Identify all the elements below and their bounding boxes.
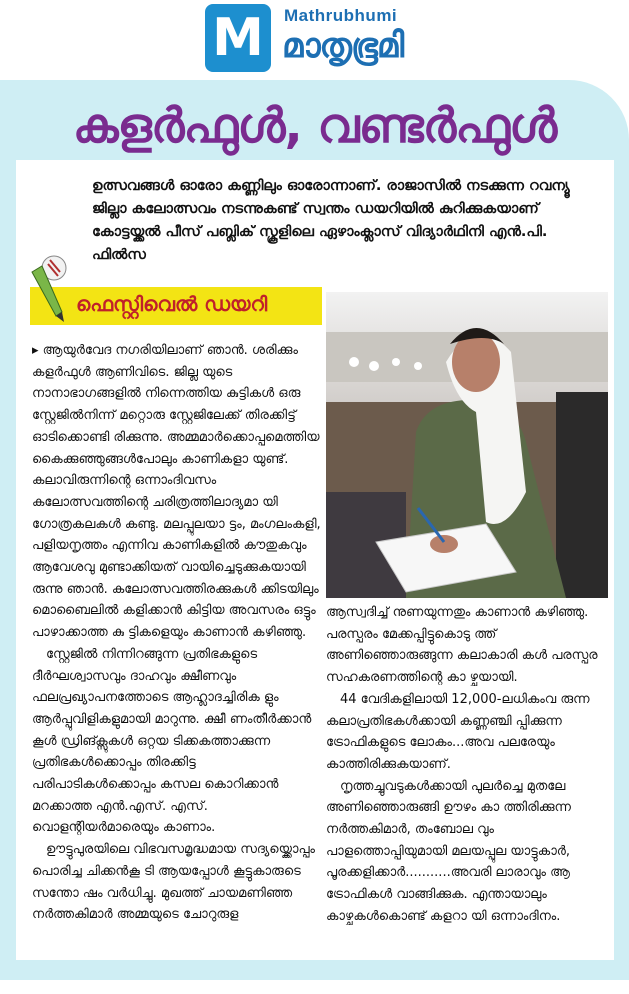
paragraph: 44 വേദികളിലായി 12,000-ലധികംവ രുന്ന കലാപ്രതിഭകൾക്കായി കണ്ണഞ്ചി പ്പിക്കുന്ന ട്രോഫികളുടെ ലോകം...അവ പലരേയും കാത്തിരിക്കുകയാണ്. <box>326 691 590 772</box>
article-column-right <box>326 602 608 928</box>
paragraph: ആസ്വദിച്ച് നുണയുന്നതും കാണാൻ കഴിഞ്ഞു. പരസ്പരം മേക്കപ്പിട്ടുകൊടു ത്ത് അണിഞ്ഞൊരുങ്ങുന്ന കലാകാരി കൾ പരസ്പര സഹകരണത്തിന്റെ കാ ഴ്ചയായി. <box>326 605 598 686</box>
brand-name-malayalam: മാതൃഭൂമി <box>282 26 404 66</box>
mathrubhumi-logo-icon: M <box>205 4 271 72</box>
article-column-left <box>32 340 322 926</box>
pen-nib-icon <box>28 252 68 322</box>
paragraph: സ്റ്റേജിൽ നിന്നിറങ്ങുന്ന പ്രതിഭകളുടെ ദീർഘശ്വാസവും ദാഹവും ക്ഷീണവും ഫലപ്രഖ്യാപനത്തോടെ ആഹ്ലാദച്ചിരിക ളും ആർപ്പുവിളികളുമായി മാറുന്നു. ക്ഷീ ണംതീർക്കാൻ കൂൾ ഡ്രിങ്ക്സുകൾ ഒറ്റയ ടിക്കകത്താക്കുന്ന പ്രതിഭകൾക്കൊപ്പം തിരക്കിട്ട പരിപാടികൾക്കൊപ്പം കസല കൊറിക്കാൻ മറക്കാത്ത എൻ.എസ്. എസ്. വൊളന്റിയർമാരെയും കാണാം. <box>32 646 312 836</box>
paragraph: ഊട്ടുപുരയിലെ വിഭവസമൃദ്ധമായ സദ്യയ്ക്കൊപ്പം പൊരിച്ച ചിക്കൻകൂ ടി ആയപ്പോൾ കൂട്ടുകാരുടെ സന്തോ ഷം വർധിച്ചു. മുഖത്ത് ചായമണിഞ്ഞ നർത്തകിമാർ അമ്മയുടെ ചോറുരുള <box>32 842 316 923</box>
brand-name-english: Mathrubhumi <box>284 6 398 25</box>
student-writing-photo <box>326 292 608 598</box>
masthead <box>0 0 629 80</box>
paragraph: ▸ ആയുർവേദ നഗരിയിലാണ് ഞാൻ. ശരിക്കും കളർഫുൾ ആണിവിടെ. ജില്ല യുടെ നാനാഭാഗങ്ങളിൽ നിന്നെത്തിയ കുട്ടികൾ ഒരു സ്റ്റേജിൽനിന്ന് മറ്റൊരു സ്റ്റേജിലേക്ക് തിരക്കിട്ട് ഓടിക്കൊണ്ടി രിക്കുന്നു. അമ്മമാർക്കൊപ്പമെത്തിയ കൈക്കുഞ്ഞുങ്ങൾപോലും കാണികളാ യുണ്ട്. കലാവിരുന്നിന്റെ ഒന്നാംദിവസം കലോത്സവത്തിന്റെ ചരിത്രത്തിലാദ്യമാ യി ഗോത്രകലകൾ കണ്ടു. മലപ്പുലയാ ട്ടം, മംഗലംകളി, പളിയനൃത്തം എന്നിവ കാണികളിൽ കൗതുകവും ആവേശവു മുണ്ടാക്കിയത് വായിച്ചെടുക്കുകയായി രുന്നു ഞാൻ. കലോത്സവത്തിരക്കുകൾ ക്കിടയിലും മൊബൈലിൽ കളിക്കാൻ കിട്ടിയ അവസരം ഒട്ടും പാഴാക്കാത്ത കു ട്ടികളെയും കാണാൻ കഴിഞ്ഞു. <box>32 343 321 641</box>
article-title: കളർഫുൾ, വണ്ടർഫുൾ <box>72 98 557 154</box>
paragraph: നൃത്തച്ചുവടുകൾക്കായി പുലർച്ചെ മുതലേ അണിഞ്ഞൊരുങ്ങി ഊഴം കാ ത്തിരിക്കുന്ന നർത്തകിമാർ, തംബോല വും പാളത്തൊപ്പിയുമായി മലയപ്പുല യാട്ടുകാർ, പൂരക്കളിക്കാർ...........അവരി ലാരാവും ആ ട്രോഫികൾ വാങ്ങിക്കുക. എന്തായാലും കാഴ്ചകൾകൊണ്ട് കളറാ യി ഒന്നാംദിനം. <box>326 778 571 924</box>
article-intro: ഉത്സവങ്ങൾ ഓരോ കണ്ണിലും ഓരോന്നാണ്. രാജാസിൽ നടക്കുന്ന റവന്യൂ ജില്ലാ കലോത്സവം നടന്നുകണ്ട് സ്വന്തം ഡയറിയിൽ കുറിക്കുകയാണ് കോട്ടയ്ക്കൽ പീസ് പബ്ലിക് സ്കൂളിലെ ഏഴാംക്ലാസ് വിദ്യാർഥിനി എൻ.പി. ഫിൽസ <box>92 178 570 263</box>
section-label: ഫെസ്റ്റിവെൽ ഡയറി <box>76 292 268 316</box>
